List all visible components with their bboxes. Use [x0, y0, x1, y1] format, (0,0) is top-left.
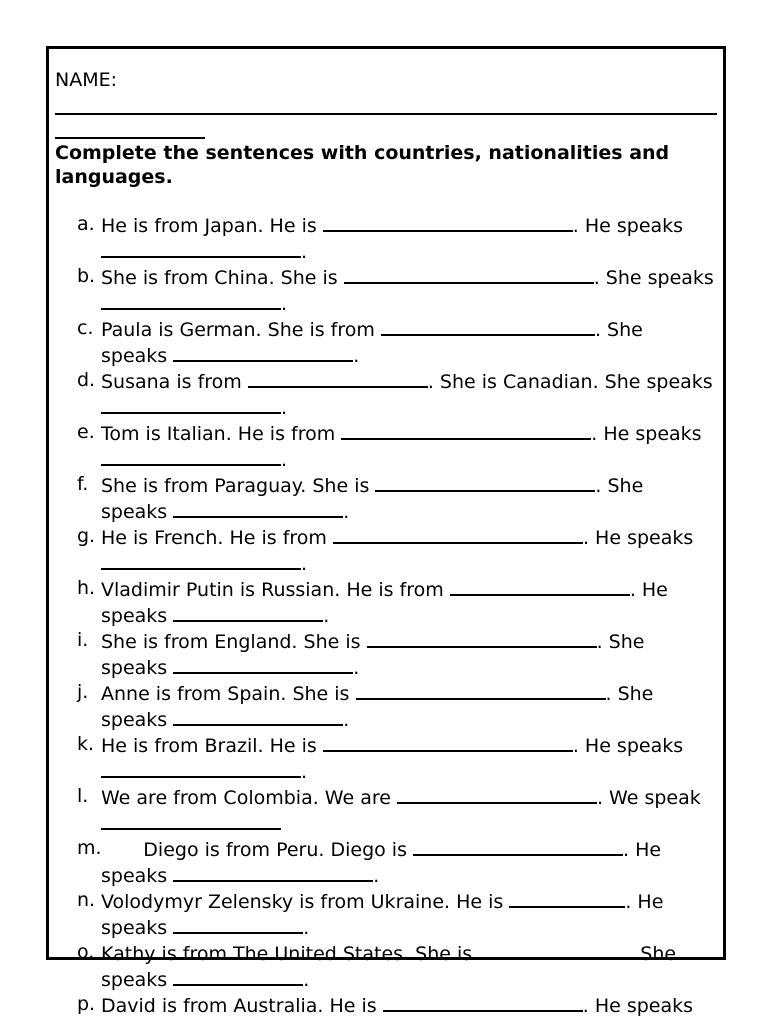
sentence-text: . He speaks: [101, 579, 674, 627]
item-marker: p.: [77, 993, 96, 1015]
instructions: Complete the sentences with countries, nationalities and languages.: [55, 142, 670, 188]
sentence-text: .: [281, 293, 288, 315]
exercise-item: [49, 784, 719, 836]
sentence-text: Tom is Italian. He is from: [101, 423, 342, 445]
answer-blank[interactable]: [101, 290, 281, 310]
answer-blank[interactable]: [367, 628, 597, 648]
exercise-item: [49, 680, 719, 732]
exercise-item: [49, 732, 719, 784]
sentence-text: .: [343, 501, 350, 523]
exercise-list: [49, 212, 719, 1018]
answer-blank[interactable]: [381, 316, 595, 336]
answer-blank[interactable]: [323, 732, 573, 752]
sentence-text: .: [301, 553, 308, 575]
sentence-text: We are from Colombia. We are: [101, 787, 397, 809]
item-marker: h.: [77, 577, 96, 599]
sentence-text: .: [303, 917, 310, 939]
sentence-text: . She is Canadian. She speaks: [427, 371, 719, 393]
name-label: NAME:: [55, 69, 118, 91]
exercise-item: [49, 836, 719, 888]
sentence-text: Anne is from Spain. She is: [101, 683, 356, 705]
sentence-text: He is from Brazil. He is: [101, 735, 323, 757]
answer-blank[interactable]: [173, 966, 303, 986]
answer-blank[interactable]: [323, 212, 573, 232]
exercise-item: [49, 992, 719, 1018]
item-marker: j.: [77, 681, 89, 703]
sentence-text: .: [323, 605, 330, 627]
item-marker: g.: [77, 525, 96, 547]
sentence-text: . He speaks: [591, 423, 708, 445]
sentence-text: Diego is from Peru. Diego is: [101, 839, 414, 861]
answer-blank[interactable]: [248, 368, 428, 388]
exercise-item: [49, 628, 719, 680]
answer-blank[interactable]: [101, 550, 301, 570]
sentence-text: .: [301, 761, 308, 783]
sentence-text: . She speaks: [101, 683, 660, 731]
answer-blank[interactable]: [173, 862, 373, 882]
exercise-item: [49, 576, 719, 628]
answer-blank[interactable]: [344, 264, 594, 284]
item-marker: o.: [77, 941, 95, 963]
answer-blank[interactable]: [101, 446, 281, 466]
sentence-text: . She speaks: [101, 943, 683, 991]
sentence-text: .: [373, 865, 380, 887]
answer-blank[interactable]: [173, 342, 353, 362]
answer-blank[interactable]: [413, 836, 623, 856]
item-marker: l.: [77, 785, 89, 807]
sentence-text: . She speaks: [101, 631, 651, 679]
answer-blank[interactable]: [101, 394, 281, 414]
answer-blank[interactable]: [375, 472, 595, 492]
sentence-text: . He speaks: [582, 527, 700, 549]
name-blank-line[interactable]: [55, 113, 717, 115]
worksheet: [46, 46, 726, 1017]
item-marker: e.: [77, 421, 95, 443]
exercise-item: [49, 368, 719, 420]
sentence-text: . He speaks: [572, 215, 690, 237]
item-marker: b.: [77, 265, 96, 287]
sentence-text: She is from China. She is: [101, 267, 344, 289]
answer-blank[interactable]: [356, 680, 606, 700]
sentence-text: . We speak: [596, 787, 707, 809]
item-marker: m.: [77, 837, 102, 859]
name-blank-line-continued[interactable]: [55, 137, 205, 139]
sentence-text: .: [281, 449, 288, 471]
answer-blank[interactable]: [173, 706, 343, 726]
exercise-item: [49, 940, 719, 992]
answer-blank[interactable]: [101, 238, 301, 258]
exercise-item: [49, 524, 719, 576]
answer-blank[interactable]: [173, 654, 353, 674]
item-marker: k.: [77, 733, 95, 755]
answer-blank[interactable]: [101, 810, 281, 830]
exercise-item: [49, 264, 719, 316]
sentence-text: . He speaks: [101, 839, 668, 887]
sentence-text: .: [301, 241, 308, 263]
sentence-text: . She speaks: [593, 267, 720, 289]
sentence-text: .: [353, 657, 360, 679]
sentence-text: Kathy is from The United States. She is: [101, 943, 479, 965]
answer-blank[interactable]: [478, 940, 628, 960]
sentence-text: She is from Paraguay. She is: [101, 475, 376, 497]
sentence-text: . He speaks: [101, 891, 670, 939]
answer-blank[interactable]: [383, 992, 583, 1012]
item-marker: i.: [77, 629, 89, 651]
item-marker: a.: [77, 213, 95, 235]
answer-blank[interactable]: [509, 888, 625, 908]
answer-blank[interactable]: [450, 576, 630, 596]
answer-blank[interactable]: [397, 784, 597, 804]
item-marker: d.: [77, 369, 96, 391]
exercise-item: [49, 888, 719, 940]
answer-blank[interactable]: [173, 602, 323, 622]
item-marker: f.: [77, 473, 89, 495]
sentence-text: He is French. He is from: [101, 527, 333, 549]
sentence-text: Paula is German. She is from: [101, 319, 381, 341]
sentence-text: .: [343, 709, 350, 731]
sentence-text: . She speaks: [101, 319, 649, 367]
sentence-text: Vladimir Putin is Russian. He is from: [101, 579, 450, 601]
sentence-text: . He speaks: [572, 735, 690, 757]
answer-blank[interactable]: [101, 758, 301, 778]
answer-blank[interactable]: [333, 524, 583, 544]
sentence-text: Susana is from: [101, 371, 248, 393]
exercise-item: [49, 420, 719, 472]
exercise-item: [49, 212, 719, 264]
sentence-text: .: [281, 397, 288, 419]
exercise-item: [49, 316, 719, 368]
sentence-text: David is from Australia. He is: [101, 995, 383, 1017]
item-marker: c.: [77, 317, 94, 339]
sentence-text: Volodymyr Zelensky is from Ukraine. He is: [101, 891, 510, 913]
sentence-text: She is from England. She is: [101, 631, 367, 653]
sentence-text: .: [353, 345, 360, 367]
answer-blank[interactable]: [341, 420, 591, 440]
sentence-text: . She speaks: [101, 475, 650, 523]
item-marker: n.: [77, 889, 96, 911]
sentence-text: .: [303, 969, 310, 991]
answer-blank[interactable]: [173, 914, 303, 934]
exercise-item: [49, 472, 719, 524]
sentence-text: . He speaks: [582, 995, 694, 1017]
answer-blank[interactable]: [173, 498, 343, 518]
sentence-text: He is from Japan. He is: [101, 215, 323, 237]
